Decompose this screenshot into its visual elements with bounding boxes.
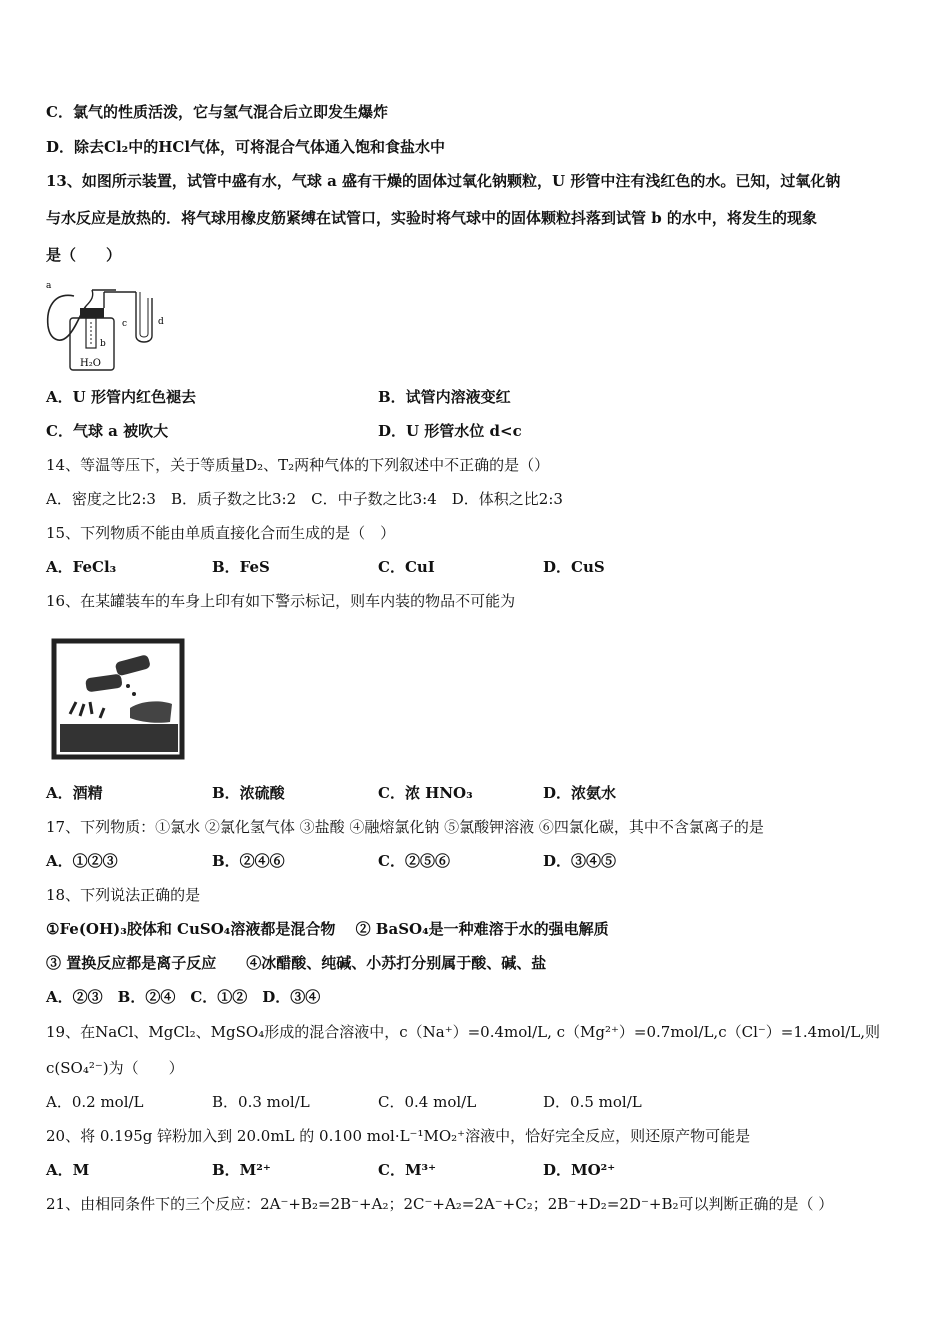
q13-stem-line3: 是（ ） [46, 246, 122, 264]
q19-option-a: A．0.2 mol/L [46, 1093, 144, 1111]
q12-option-d: D．除去Cl₂中的HCl气体，可将混合气体通入饱和食盐水中 [46, 138, 446, 156]
q17-option-b: B．②④⑥ [212, 852, 285, 870]
q14-stem: 14、等温等压下，关于等质量D₂、T₂两种气体的下列叙述中不正确的是（） [46, 456, 550, 474]
q20-stem: 20、将 0.195g 锌粉加入到 20.0mL 的 0.100 mol·L⁻¹MO₂⁺溶液中，恰好完全反应，则还原产物可能是 [46, 1127, 751, 1145]
corrosive-warning-sign [46, 638, 186, 760]
q20-option-a: A．M [46, 1161, 90, 1179]
q15-stem: 15、下列物质不能由单质直接化合而生成的是（ ） [46, 524, 396, 542]
q13-option-c: C．气球 a 被吹大 [46, 422, 169, 440]
q18-options: A．②③ B．②④ C．①② D．③④ [46, 988, 321, 1006]
label-water: H₂O [80, 358, 101, 369]
balloon-neck [86, 290, 93, 306]
u-tube-inner [140, 292, 148, 337]
q19-stem-line2: c(SO₄²⁻)为（ ） [46, 1059, 184, 1077]
q17-option-c: C．②⑤⑥ [378, 852, 450, 870]
q13-option-d: D．U 形管水位 d<c [378, 422, 522, 440]
q19-stem-line1: 19、在NaCl、MgCl₂、MgSO₄形成的混合溶液中，c（Na⁺）=0.4mol/L, c（Mg²⁺）=0.7mol/L,c（Cl⁻）=1.4mol/L,则 [46, 1023, 881, 1041]
q17-option-d: D．③④⑤ [543, 852, 617, 870]
drop-2 [132, 692, 136, 696]
q19-option-c: C．0.4 mol/L [378, 1093, 477, 1111]
base-bar [60, 724, 178, 752]
q17-option-a: A．①②③ [46, 852, 118, 870]
q16-option-a: A．酒精 [46, 784, 103, 802]
u-tube [136, 292, 152, 342]
q21-stem: 21、由相同条件下的三个反应：2A⁻+B₂=2B⁻+A₂；2C⁻+A₂=2A⁻+C₂；2B⁻+D₂=2D⁻+B₂可以判断正确的是（ ） [46, 1195, 834, 1213]
q15-option-a: A．FeCl₃ [46, 558, 117, 576]
drop-1 [126, 684, 130, 688]
q18-stem: 18、下列说法正确的是 [46, 886, 201, 904]
q15-option-c: C．CuI [378, 558, 435, 576]
label-d: d [158, 317, 164, 327]
q16-option-d: D．浓氨水 [543, 784, 617, 802]
q20-option-b: B．M²⁺ [212, 1161, 271, 1179]
q18-statement-2: ③ 置换反应都是离子反应 ④冰醋酸、纯碱、小苏打分别属于酸、碱、盐 [46, 954, 547, 972]
label-b: b [100, 339, 106, 349]
q13-option-b: B．试管内溶液变红 [378, 388, 511, 406]
q18-statement-1: ①Fe(OH)₃胶体和 CuSO₄溶液都是混合物 ② BaSO₄是一种难溶于水的强电解质 [46, 920, 609, 938]
q13-stem-line1: 13、如图所示装置，试管中盛有水，气球 a 盛有干燥的固体过氧化钠颗粒，U 形管中注有浅红色的水。已知，过氧化钠 [46, 172, 841, 190]
q20-option-d: D．MO²⁺ [543, 1161, 616, 1179]
q14-options: A．密度之比2:3 B．质子数之比3:2 C．中子数之比3:4 D．体积之比2:3 [46, 490, 563, 508]
q13-option-a: A．U 形管内红色褪去 [46, 388, 196, 406]
q15-option-d: D．CuS [543, 558, 605, 576]
stopper [80, 308, 104, 318]
q19-option-d: D．0.5 mol/L [543, 1093, 642, 1111]
q15-option-b: B．FeS [212, 558, 270, 576]
q13-apparatus-figure [44, 278, 184, 374]
q17-stem: 17、下列物质：①氯水 ②氯化氢气体 ③盐酸 ④融熔氯化钠 ⑤氯酸钾溶液 ⑥四氯化碳，其中不含氯离子的是 [46, 818, 764, 836]
label-c: c [122, 319, 128, 329]
q12-option-c: C．氯气的性质活泼，它与氢气混合后立即发生爆炸 [46, 103, 388, 121]
q16-option-b: B．浓硫酸 [212, 784, 285, 802]
q16-stem: 16、在某罐装车的车身上印有如下警示标记，则车内装的物品不可能为 [46, 592, 516, 610]
q20-option-c: C．M³⁺ [378, 1161, 437, 1179]
q16-option-c: C．浓 HNO₃ [378, 784, 473, 802]
q19-option-b: B．0.3 mol/L [212, 1093, 310, 1111]
q13-stem-line2: 与水反应是放热的．将气球用橡皮筋紧缚在试管口，实验时将气球中的固体颗粒抖落到试管 b 的水中，将发生的现象 [46, 209, 817, 227]
label-a: a [46, 281, 52, 291]
